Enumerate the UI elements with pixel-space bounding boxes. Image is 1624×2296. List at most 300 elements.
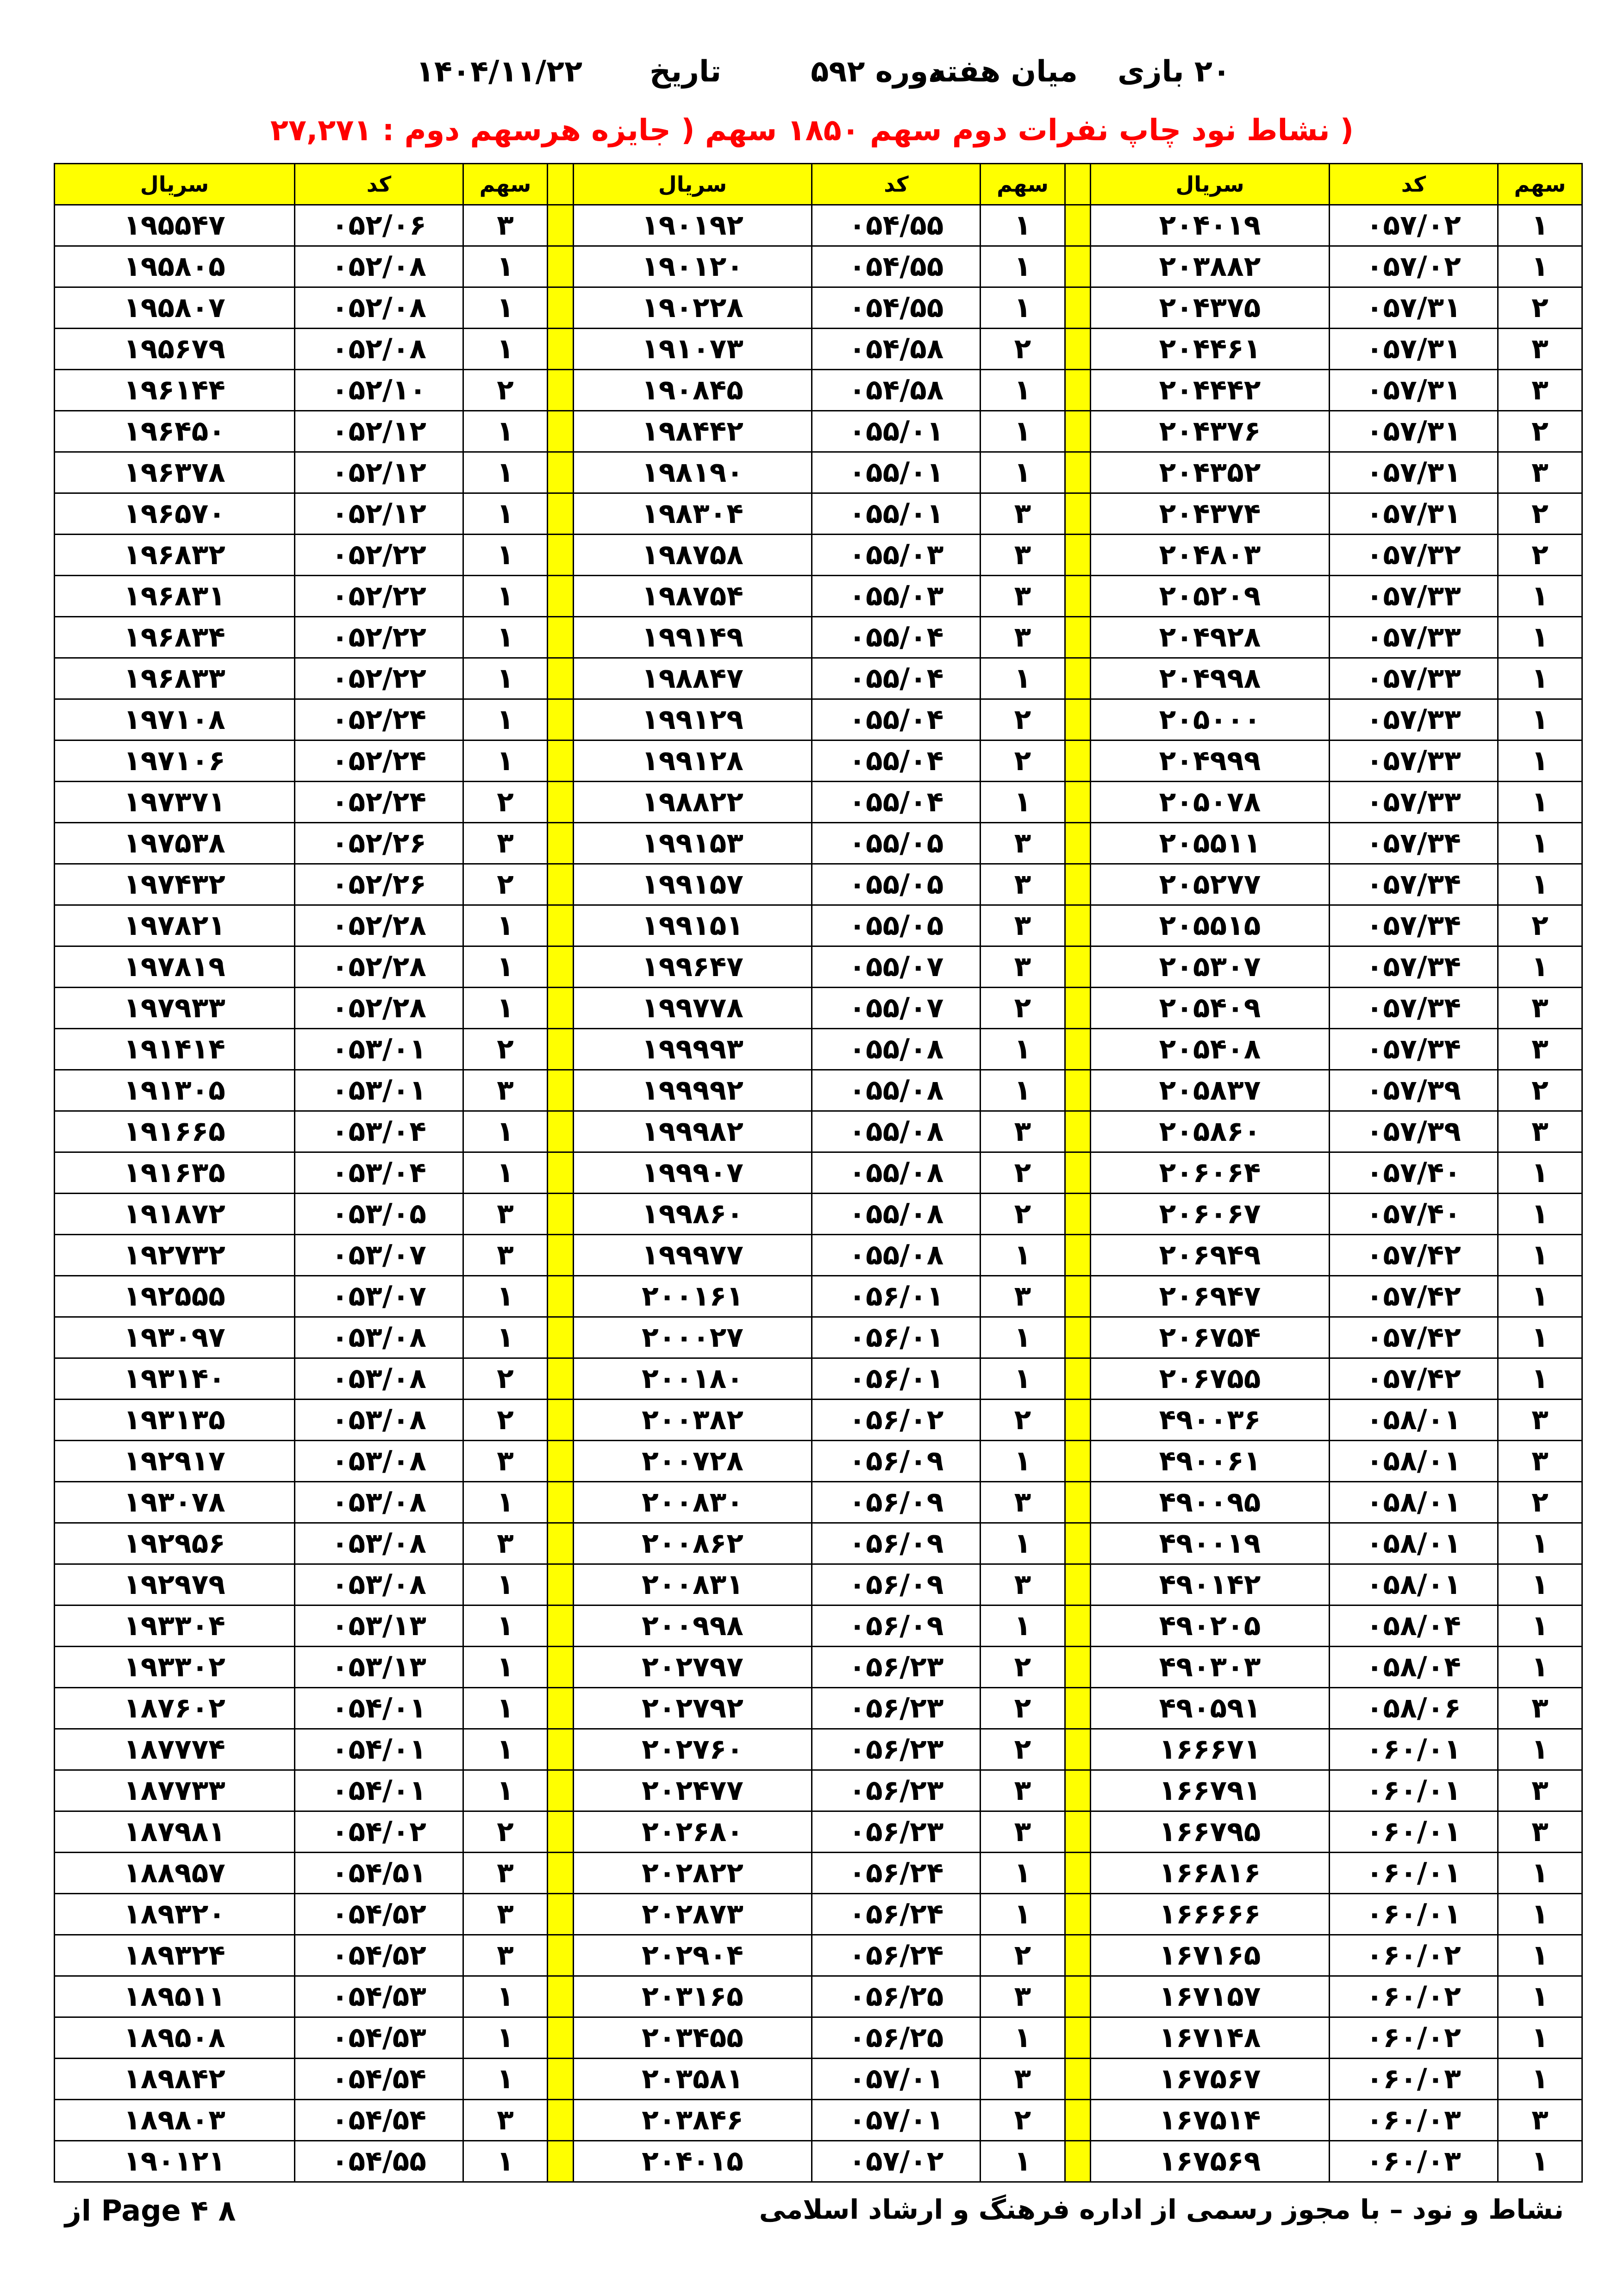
code-cell: ۰۵۵/۰۸ bbox=[812, 1111, 981, 1152]
serial-cell: ۱۹۰۱۲۰ bbox=[573, 246, 812, 287]
separator-cell bbox=[1065, 1688, 1091, 1729]
share-cell: ۳ bbox=[463, 1935, 547, 1976]
code-cell: ۰۵۷/۰۲ bbox=[1329, 205, 1498, 246]
share-cell: ۱ bbox=[1498, 1894, 1582, 1935]
serial-cell: ۱۸۷۷۷۴ bbox=[55, 1729, 295, 1770]
separator-cell bbox=[548, 2059, 574, 2100]
code-cell: ۰۵۳/۱۳ bbox=[294, 1647, 463, 1688]
code-cell: ۰۵۴/۵۳ bbox=[294, 1976, 463, 2017]
share-cell: ۱ bbox=[463, 1111, 547, 1152]
code-cell: ۰۵۷/۳۴ bbox=[1329, 823, 1498, 864]
share-cell: ۱ bbox=[981, 2017, 1065, 2059]
share-cell: ۱ bbox=[463, 988, 547, 1029]
serial-cell: ۱۹۹۹۹۳ bbox=[573, 1029, 812, 1070]
separator-cell bbox=[548, 740, 574, 782]
share-cell: ۱ bbox=[981, 1441, 1065, 1482]
serial-cell: ۱۹۹۹۷۷ bbox=[573, 1235, 812, 1276]
code-cell: ۰۵۴/۵۸ bbox=[812, 329, 981, 370]
share-cell: ۱ bbox=[981, 1358, 1065, 1400]
share-cell: ۱ bbox=[1498, 2017, 1582, 2059]
serial-cell: ۱۹۰۲۲۸ bbox=[573, 287, 812, 329]
separator-cell bbox=[548, 1194, 574, 1235]
separator-cell bbox=[548, 1935, 574, 1976]
separator-cell bbox=[1065, 1729, 1091, 1770]
separator-cell bbox=[1065, 576, 1091, 617]
share-cell: ۱ bbox=[463, 946, 547, 988]
serial-cell: ۱۹۶۵۷۰ bbox=[55, 493, 295, 535]
serial-cell: ۲۰۰۹۹۸ bbox=[573, 1605, 812, 1647]
table-row bbox=[55, 1029, 1582, 1070]
code-cell: ۰۵۳/۰۸ bbox=[294, 1400, 463, 1441]
share-cell: ۳ bbox=[463, 823, 547, 864]
serial-cell: ۱۹۷۱۰۸ bbox=[55, 699, 295, 740]
separator-cell bbox=[1065, 205, 1091, 246]
serial-cell: ۱۶۶۸۱۶ bbox=[1091, 1853, 1330, 1894]
share-cell: ۱ bbox=[463, 452, 547, 493]
serial-cell: ۱۹۱۰۷۳ bbox=[573, 329, 812, 370]
code-cell: ۰۵۶/۰۱ bbox=[812, 1358, 981, 1400]
code-cell: ۰۵۷/۳۲ bbox=[1329, 535, 1498, 576]
code-cell: ۰۵۷/۳۹ bbox=[1329, 1111, 1498, 1152]
serial-cell: ۲۰۴۴۶۱ bbox=[1091, 329, 1330, 370]
code-cell: ۰۵۶/۰۹ bbox=[812, 1605, 981, 1647]
serial-cell: ۱۹۵۸۰۵ bbox=[55, 246, 295, 287]
share-cell: ۲ bbox=[1498, 1070, 1582, 1111]
serial-cell: ۲۰۰۰۲۷ bbox=[573, 1317, 812, 1358]
serial-cell: ۲۰۴۹۹۸ bbox=[1091, 658, 1330, 699]
code-cell: ۰۵۸/۰۴ bbox=[1329, 1647, 1498, 1688]
col-header-share: سهم bbox=[981, 164, 1065, 205]
serial-cell: ۲۰۵۳۰۷ bbox=[1091, 946, 1330, 988]
share-cell: ۱ bbox=[463, 740, 547, 782]
serial-cell: ۱۹۷۸۲۱ bbox=[55, 905, 295, 946]
table-row bbox=[55, 1647, 1582, 1688]
separator-cell bbox=[548, 864, 574, 905]
code-cell: ۰۵۴/۰۱ bbox=[294, 1688, 463, 1729]
table-row bbox=[55, 411, 1582, 452]
code-cell: ۰۵۵/۰۵ bbox=[812, 905, 981, 946]
code-cell: ۰۵۶/۲۵ bbox=[812, 2017, 981, 2059]
serial-cell: ۲۰۶۷۵۴ bbox=[1091, 1317, 1330, 1358]
table-row bbox=[55, 1770, 1582, 1811]
code-cell: ۰۶۰/۰۱ bbox=[1329, 1729, 1498, 1770]
table-row bbox=[55, 1729, 1582, 1770]
serial-cell: ۲۰۳۸۴۶ bbox=[573, 2100, 812, 2141]
date-label: تاریخ bbox=[649, 55, 721, 89]
table-row bbox=[55, 1070, 1582, 1111]
col-header-serial: سریال bbox=[1091, 164, 1330, 205]
code-cell: ۰۵۷/۴۲ bbox=[1329, 1317, 1498, 1358]
separator-cell bbox=[548, 329, 574, 370]
share-cell: ۱ bbox=[463, 1976, 547, 2017]
serial-cell: ۲۰۰۷۲۸ bbox=[573, 1441, 812, 1482]
share-cell: ۱ bbox=[1498, 1523, 1582, 1564]
code-cell: ۰۵۴/۰۱ bbox=[294, 1729, 463, 1770]
separator-cell bbox=[1065, 287, 1091, 329]
code-cell: ۰۵۶/۲۴ bbox=[812, 1894, 981, 1935]
separator-cell bbox=[548, 1317, 574, 1358]
serial-cell: ۱۹۹۱۵۳ bbox=[573, 823, 812, 864]
separator-cell bbox=[1065, 329, 1091, 370]
separator-cell bbox=[548, 370, 574, 411]
serial-cell: ۱۹۳۳۰۴ bbox=[55, 1605, 295, 1647]
share-cell: ۳ bbox=[463, 1070, 547, 1111]
share-cell: ۱ bbox=[981, 205, 1065, 246]
code-cell: ۰۵۷/۳۴ bbox=[1329, 988, 1498, 1029]
share-cell: ۱ bbox=[1498, 1235, 1582, 1276]
code-cell: ۰۵۴/۵۵ bbox=[812, 205, 981, 246]
code-cell: ۰۶۰/۰۱ bbox=[1329, 1770, 1498, 1811]
code-cell: ۰۵۴/۵۵ bbox=[812, 287, 981, 329]
code-cell: ۰۵۸/۰۱ bbox=[1329, 1441, 1498, 1482]
serial-cell: ۲۰۳۸۸۲ bbox=[1091, 246, 1330, 287]
code-cell: ۰۵۳/۱۳ bbox=[294, 1605, 463, 1647]
serial-cell: ۱۹۹۱۴۹ bbox=[573, 617, 812, 658]
share-cell: ۳ bbox=[981, 1276, 1065, 1317]
serial-cell: ۴۹۰۰۱۹ bbox=[1091, 1523, 1330, 1564]
serial-cell: ۲۰۶۰۶۷ bbox=[1091, 1194, 1330, 1235]
share-cell: ۳ bbox=[981, 1111, 1065, 1152]
share-cell: ۱ bbox=[463, 535, 547, 576]
code-cell: ۰۶۰/۰۳ bbox=[1329, 2141, 1498, 2182]
table-row bbox=[55, 658, 1582, 699]
share-cell: ۲ bbox=[463, 1029, 547, 1070]
separator-cell bbox=[1065, 1070, 1091, 1111]
separator-cell bbox=[548, 452, 574, 493]
serial-cell: ۱۹۶۸۳۴ bbox=[55, 617, 295, 658]
code-cell: ۰۵۲/۱۲ bbox=[294, 493, 463, 535]
serial-cell: ۴۹۰۰۹۵ bbox=[1091, 1482, 1330, 1523]
col-header-code: کد bbox=[294, 164, 463, 205]
serial-cell: ۲۰۶۰۶۴ bbox=[1091, 1152, 1330, 1194]
serial-cell: ۲۰۲۶۸۰ bbox=[573, 1811, 812, 1853]
serial-cell: ۱۸۹۵۱۱ bbox=[55, 1976, 295, 2017]
separator-cell bbox=[1065, 864, 1091, 905]
separator-cell bbox=[1065, 1111, 1091, 1152]
code-cell: ۰۵۲/۲۸ bbox=[294, 946, 463, 988]
serial-cell: ۱۸۷۹۸۱ bbox=[55, 1811, 295, 1853]
separator-cell bbox=[548, 493, 574, 535]
share-cell: ۳ bbox=[463, 1441, 547, 1482]
code-cell: ۰۵۴/۵۱ bbox=[294, 1853, 463, 1894]
serial-cell: ۱۶۷۵۶۷ bbox=[1091, 2059, 1330, 2100]
table-row bbox=[55, 1935, 1582, 1976]
code-cell: ۰۵۸/۰۴ bbox=[1329, 1605, 1498, 1647]
share-cell: ۱ bbox=[981, 1605, 1065, 1647]
table-row bbox=[55, 2100, 1582, 2141]
table-row bbox=[55, 246, 1582, 287]
separator-cell bbox=[1065, 1276, 1091, 1317]
share-cell: ۱ bbox=[981, 1029, 1065, 1070]
serial-cell: ۲۰۳۱۶۵ bbox=[573, 1976, 812, 2017]
serial-cell: ۲۰۵۵۱۱ bbox=[1091, 823, 1330, 864]
code-cell: ۰۵۳/۰۸ bbox=[294, 1482, 463, 1523]
code-cell: ۰۵۵/۰۴ bbox=[812, 658, 981, 699]
separator-cell bbox=[1065, 1605, 1091, 1647]
code-cell: ۰۵۷/۰۲ bbox=[812, 2141, 981, 2182]
table-row bbox=[55, 946, 1582, 988]
table-row bbox=[55, 1317, 1582, 1358]
code-cell: ۰۵۶/۲۳ bbox=[812, 1811, 981, 1853]
code-cell: ۰۵۳/۰۵ bbox=[294, 1194, 463, 1235]
serial-cell: ۲۰۰۸۶۲ bbox=[573, 1523, 812, 1564]
separator-cell bbox=[1065, 905, 1091, 946]
separator-cell bbox=[1065, 1564, 1091, 1605]
share-cell: ۱ bbox=[981, 1894, 1065, 1935]
serial-cell: ۱۹۰۸۴۵ bbox=[573, 370, 812, 411]
serial-cell: ۱۸۸۹۵۷ bbox=[55, 1853, 295, 1894]
share-cell: ۳ bbox=[981, 864, 1065, 905]
share-cell: ۲ bbox=[1498, 905, 1582, 946]
serial-cell: ۲۰۲۷۹۲ bbox=[573, 1688, 812, 1729]
subtitle: ( نشاط نود چاپ نفرات دوم سهم ۱۸۵۰ سهم ( جایزه هرسهم دوم : ۲۷,۲۷۱ bbox=[270, 113, 1354, 148]
serial-cell: ۲۰۲۸۲۲ bbox=[573, 1853, 812, 1894]
separator-cell bbox=[548, 658, 574, 699]
table-row bbox=[55, 576, 1582, 617]
serial-cell: ۱۹۳۱۳۵ bbox=[55, 1400, 295, 1441]
separator-cell bbox=[548, 1152, 574, 1194]
code-cell: ۰۵۲/۰۸ bbox=[294, 287, 463, 329]
serial-cell: ۲۰۴۳۷۶ bbox=[1091, 411, 1330, 452]
code-cell: ۰۶۰/۰۱ bbox=[1329, 1894, 1498, 1935]
share-cell: ۳ bbox=[463, 1235, 547, 1276]
code-cell: ۰۵۵/۰۴ bbox=[812, 740, 981, 782]
share-cell: ۳ bbox=[463, 1523, 547, 1564]
code-cell: ۰۵۳/۰۷ bbox=[294, 1276, 463, 1317]
share-cell: ۳ bbox=[1498, 329, 1582, 370]
serial-cell: ۱۸۷۶۰۲ bbox=[55, 1688, 295, 1729]
separator-cell bbox=[1065, 658, 1091, 699]
code-cell: ۰۶۰/۰۲ bbox=[1329, 1935, 1498, 1976]
table-row bbox=[55, 988, 1582, 1029]
share-cell: ۱ bbox=[463, 1317, 547, 1358]
code-cell: ۰۵۶/۰۹ bbox=[812, 1441, 981, 1482]
table-row bbox=[55, 1811, 1582, 1853]
separator-cell bbox=[548, 246, 574, 287]
separator-cell bbox=[548, 535, 574, 576]
code-cell: ۰۵۲/۲۶ bbox=[294, 864, 463, 905]
share-cell: ۲ bbox=[981, 988, 1065, 1029]
code-cell: ۰۵۵/۰۸ bbox=[812, 1235, 981, 1276]
code-cell: ۰۵۴/۵۲ bbox=[294, 1894, 463, 1935]
separator-cell bbox=[1065, 535, 1091, 576]
serial-cell: ۱۹۳۱۴۰ bbox=[55, 1358, 295, 1400]
code-cell: ۰۵۷/۳۱ bbox=[1329, 329, 1498, 370]
table-row bbox=[55, 493, 1582, 535]
col-header-serial: سریال bbox=[55, 164, 295, 205]
code-cell: ۰۵۲/۲۴ bbox=[294, 740, 463, 782]
code-cell: ۰۵۵/۰۷ bbox=[812, 988, 981, 1029]
share-cell: ۳ bbox=[1498, 1029, 1582, 1070]
code-cell: ۰۵۲/۱۲ bbox=[294, 452, 463, 493]
serial-cell: ۱۹۷۵۳۸ bbox=[55, 823, 295, 864]
share-cell: ۳ bbox=[1498, 1811, 1582, 1853]
separator-cell bbox=[1065, 782, 1091, 823]
share-cell: ۲ bbox=[463, 1811, 547, 1853]
footer-license: نشاط و نود – با مجوز رسمی از اداره فرهنگ و ارشاد اسلامی bbox=[759, 2194, 1564, 2225]
table-row bbox=[55, 452, 1582, 493]
separator-cell bbox=[548, 988, 574, 1029]
share-cell: ۲ bbox=[463, 782, 547, 823]
separator-cell bbox=[1065, 1317, 1091, 1358]
share-cell: ۳ bbox=[1498, 1770, 1582, 1811]
share-cell: ۱ bbox=[463, 1482, 547, 1523]
share-cell: ۱ bbox=[463, 905, 547, 946]
serial-cell: ۱۹۷۴۳۲ bbox=[55, 864, 295, 905]
serial-cell: ۱۶۶۷۹۵ bbox=[1091, 1811, 1330, 1853]
col-header-code: کد bbox=[812, 164, 981, 205]
table-row bbox=[55, 617, 1582, 658]
code-cell: ۰۵۵/۰۸ bbox=[812, 1152, 981, 1194]
share-cell: ۲ bbox=[1498, 535, 1582, 576]
col-header-share: سهم bbox=[1498, 164, 1582, 205]
code-cell: ۰۵۷/۳۴ bbox=[1329, 905, 1498, 946]
code-cell: ۰۵۶/۲۵ bbox=[812, 1976, 981, 2017]
share-cell: ۳ bbox=[981, 1811, 1065, 1853]
share-cell: ۱ bbox=[463, 493, 547, 535]
table-header-row bbox=[55, 164, 1582, 205]
serial-cell: ۲۰۲۸۷۳ bbox=[573, 1894, 812, 1935]
serial-cell: ۱۶۷۱۴۸ bbox=[1091, 2017, 1330, 2059]
serial-cell: ۱۹۲۷۳۲ bbox=[55, 1235, 295, 1276]
separator-cell bbox=[1065, 1894, 1091, 1935]
code-cell: ۰۵۲/۲۲ bbox=[294, 658, 463, 699]
serial-cell: ۱۹۶۸۳۲ bbox=[55, 535, 295, 576]
table-row bbox=[55, 329, 1582, 370]
table-row bbox=[55, 2141, 1582, 2182]
code-cell: ۰۵۲/۰۸ bbox=[294, 329, 463, 370]
separator-cell bbox=[548, 205, 574, 246]
serial-cell: ۱۶۷۱۵۷ bbox=[1091, 1976, 1330, 2017]
separator-cell bbox=[548, 1976, 574, 2017]
table-row bbox=[55, 1400, 1582, 1441]
share-cell: ۱ bbox=[463, 699, 547, 740]
share-cell: ۳ bbox=[1498, 452, 1582, 493]
share-cell: ۱ bbox=[463, 329, 547, 370]
share-cell: ۳ bbox=[463, 1194, 547, 1235]
share-cell: ۲ bbox=[981, 2100, 1065, 2141]
table-row bbox=[55, 905, 1582, 946]
share-cell: ۱ bbox=[1498, 617, 1582, 658]
serial-cell: ۲۰۴۹۹۹ bbox=[1091, 740, 1330, 782]
share-cell: ۱ bbox=[463, 576, 547, 617]
code-cell: ۰۵۴/۵۲ bbox=[294, 1935, 463, 1976]
serial-cell: ۴۹۰۵۹۱ bbox=[1091, 1688, 1330, 1729]
serial-cell: ۱۹۶۸۳۳ bbox=[55, 658, 295, 699]
share-cell: ۳ bbox=[981, 493, 1065, 535]
share-cell: ۳ bbox=[463, 2100, 547, 2141]
separator-cell bbox=[548, 1235, 574, 1276]
code-cell: ۰۵۳/۰۷ bbox=[294, 1235, 463, 1276]
separator-cell bbox=[548, 823, 574, 864]
serial-cell: ۱۹۶۴۵۰ bbox=[55, 411, 295, 452]
share-cell: ۱ bbox=[463, 1729, 547, 1770]
separator-cell bbox=[1065, 164, 1091, 205]
serial-cell: ۲۰۴۳۷۵ bbox=[1091, 287, 1330, 329]
serial-cell: ۱۸۹۵۰۸ bbox=[55, 2017, 295, 2059]
separator-cell bbox=[548, 2100, 574, 2141]
serial-cell: ۲۰۵۸۳۷ bbox=[1091, 1070, 1330, 1111]
code-cell: ۰۵۷/۴۰ bbox=[1329, 1152, 1498, 1194]
serial-cell: ۱۹۵۵۴۷ bbox=[55, 205, 295, 246]
share-cell: ۱ bbox=[463, 1152, 547, 1194]
share-cell: ۱ bbox=[1498, 658, 1582, 699]
serial-cell: ۱۸۷۷۳۳ bbox=[55, 1770, 295, 1811]
serial-cell: ۲۰۵۲۷۷ bbox=[1091, 864, 1330, 905]
code-cell: ۰۵۳/۰۱ bbox=[294, 1029, 463, 1070]
code-cell: ۰۵۵/۰۸ bbox=[812, 1070, 981, 1111]
table-row bbox=[55, 1853, 1582, 1894]
code-cell: ۰۵۷/۳۴ bbox=[1329, 946, 1498, 988]
code-cell: ۰۵۲/۰۸ bbox=[294, 246, 463, 287]
share-cell: ۲ bbox=[981, 1400, 1065, 1441]
serial-cell: ۱۹۶۱۴۴ bbox=[55, 370, 295, 411]
serial-cell: ۴۹۰۰۶۱ bbox=[1091, 1441, 1330, 1482]
code-cell: ۰۶۰/۰۳ bbox=[1329, 2100, 1498, 2141]
code-cell: ۰۵۷/۳۴ bbox=[1329, 864, 1498, 905]
share-cell: ۱ bbox=[1498, 1317, 1582, 1358]
serial-cell: ۲۰۵۵۱۵ bbox=[1091, 905, 1330, 946]
separator-cell bbox=[1065, 1811, 1091, 1853]
code-cell: ۰۵۷/۴۲ bbox=[1329, 1276, 1498, 1317]
separator-cell bbox=[548, 1688, 574, 1729]
share-cell: ۲ bbox=[463, 1400, 547, 1441]
separator-cell bbox=[548, 946, 574, 988]
code-cell: ۰۵۷/۰۲ bbox=[1329, 246, 1498, 287]
separator-cell bbox=[548, 164, 574, 205]
share-cell: ۲ bbox=[463, 864, 547, 905]
table-row bbox=[55, 1441, 1582, 1482]
serial-cell: ۱۸۹۳۲۴ bbox=[55, 1935, 295, 1976]
code-cell: ۰۵۲/۲۸ bbox=[294, 988, 463, 1029]
share-cell: ۳ bbox=[1498, 988, 1582, 1029]
serial-cell: ۱۹۱۶۶۵ bbox=[55, 1111, 295, 1152]
code-cell: ۰۵۸/۰۱ bbox=[1329, 1482, 1498, 1523]
code-cell: ۰۵۳/۰۸ bbox=[294, 1317, 463, 1358]
share-cell: ۱ bbox=[463, 2017, 547, 2059]
table-row bbox=[55, 1235, 1582, 1276]
code-cell: ۰۵۴/۵۴ bbox=[294, 2100, 463, 2141]
table-row bbox=[55, 864, 1582, 905]
footer-page-number: Page ۴ ۸ از bbox=[65, 2194, 236, 2228]
serial-cell: ۱۹۲۹۷۹ bbox=[55, 1564, 295, 1605]
separator-cell bbox=[1065, 2141, 1091, 2182]
share-cell: ۱ bbox=[463, 617, 547, 658]
table-row bbox=[55, 823, 1582, 864]
table-row bbox=[55, 1482, 1582, 1523]
separator-cell bbox=[1065, 1152, 1091, 1194]
code-cell: ۰۵۷/۳۳ bbox=[1329, 658, 1498, 699]
serial-cell: ۲۰۴۰۱۹ bbox=[1091, 205, 1330, 246]
share-cell: ۲ bbox=[1498, 1482, 1582, 1523]
separator-cell bbox=[1065, 1523, 1091, 1564]
serial-cell: ۲۰۲۹۰۴ bbox=[573, 1935, 812, 1976]
col-header-code: کد bbox=[1329, 164, 1498, 205]
serial-cell: ۱۹۱۳۰۵ bbox=[55, 1070, 295, 1111]
serial-cell: ۲۰۵۴۰۸ bbox=[1091, 1029, 1330, 1070]
code-cell: ۰۵۲/۱۲ bbox=[294, 411, 463, 452]
serial-cell: ۱۶۶۷۹۱ bbox=[1091, 1770, 1330, 1811]
serial-cell: ۱۹۸۸۴۷ bbox=[573, 658, 812, 699]
share-cell: ۳ bbox=[1498, 1688, 1582, 1729]
code-cell: ۰۵۴/۵۴ bbox=[294, 2059, 463, 2100]
serial-cell: ۱۹۳۳۰۲ bbox=[55, 1647, 295, 1688]
share-cell: ۱ bbox=[463, 2059, 547, 2100]
separator-cell bbox=[548, 1729, 574, 1770]
separator-cell bbox=[1065, 823, 1091, 864]
share-cell: ۲ bbox=[981, 740, 1065, 782]
separator-cell bbox=[1065, 1853, 1091, 1894]
